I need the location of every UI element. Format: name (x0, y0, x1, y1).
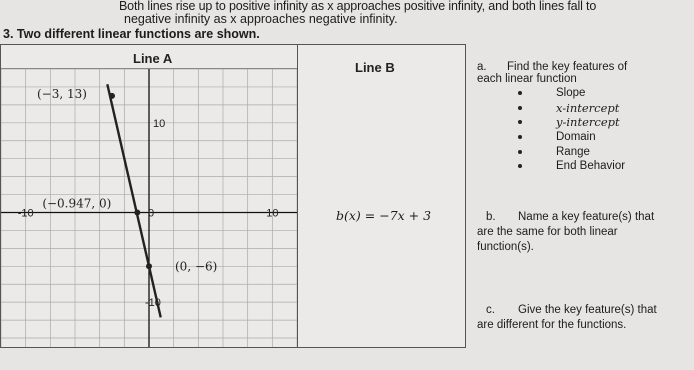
question-c-text-line-1: Give the key feature(s) that (518, 304, 657, 316)
feature-domain: Domain (518, 130, 625, 145)
feature-y-intercept: y-intercept (518, 115, 625, 130)
key-features-list (518, 86, 625, 174)
bullet-icon (518, 106, 522, 110)
point-label-x-intercept: (−0.947, 0) (42, 196, 112, 211)
line-a-header: Line A (133, 51, 173, 66)
graph-labels (18, 87, 279, 309)
bullet-icon (518, 164, 522, 168)
previous-answer-line-1: Both lines rise up to positive infinity as x approaches positive infinity, and both lines fall to (119, 0, 597, 13)
question-b-label: b. (486, 211, 496, 223)
question-a-label: a. (477, 61, 487, 73)
question-c-label: c. (486, 304, 495, 316)
feature-range: Range (518, 145, 625, 160)
question-b-text-line-2: are the same for both linear (477, 226, 618, 238)
feature-slope: Slope (518, 86, 625, 101)
question-a-text-line-2: each linear function (477, 73, 577, 85)
question-b-text-line-1: Name a key feature(s) that (518, 211, 655, 223)
bullet-icon (518, 135, 522, 139)
problem-title: 3. Two different linear functions are shown. (3, 27, 260, 41)
y-tick-label-10: 10 (153, 117, 166, 130)
previous-answer-line-2: negative infinity as x approaches negative infinity. (124, 12, 398, 26)
data-point (134, 209, 140, 215)
feature-x-intercept: x-intercept (518, 101, 625, 116)
x-tick-label-10: 10 (266, 207, 279, 220)
line-b-header: Line B (355, 60, 395, 75)
point-label-y-intercept: (0, −6) (175, 259, 218, 274)
question-c-text-line-2: are different for the functions. (477, 319, 627, 331)
bullet-icon (518, 120, 522, 124)
data-point (109, 93, 115, 99)
y-tick-label-neg10: -10 (145, 297, 161, 310)
line-a-graph (1, 69, 297, 347)
line-b-equation: b(x) = −7x + 3 (336, 208, 432, 223)
bullet-icon (518, 150, 522, 154)
question-a-text-line-1: Find the key features of (507, 61, 628, 73)
bullet-icon (518, 91, 522, 95)
table-divider-a-b (297, 44, 298, 348)
x-tick-label-neg10: -10 (17, 207, 34, 220)
question-b-text-line-3: function(s). (477, 241, 534, 253)
feature-end-behavior: End Behavior (518, 159, 625, 174)
x-tick-label-0: 0 (147, 207, 155, 220)
data-point (146, 263, 152, 269)
point-label-neg3-13: (−3, 13) (37, 86, 87, 101)
